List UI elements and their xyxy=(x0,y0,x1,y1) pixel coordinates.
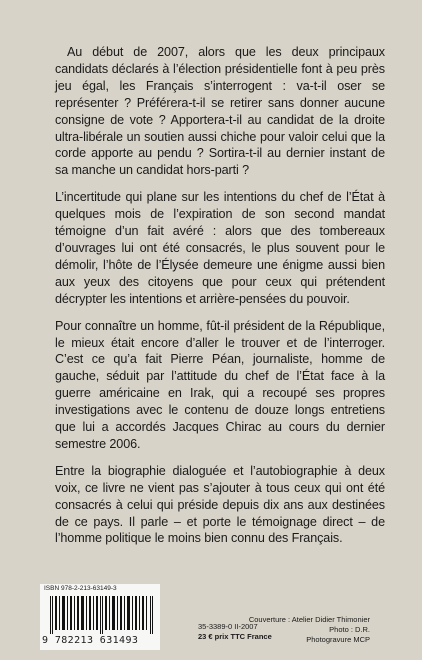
engraving-credit: Photogravure MCP xyxy=(306,635,370,644)
blurb-paragraph-2: L’incertitude qui plane sur les intentions du chef de l’État à quelques mois de l’expiration de son second mandat témoigne d’un fait avéré : alors que des tombereaux d’ouvrages lui ont été consacrés, le plus souvent pour le démolir, l’hôte de l’Élysée demeure une énigme aussi bien aux yeux des citoyens que pour ceux qui prétendent décrypter les intentions et arrière-pensées du pouvoir. xyxy=(55,190,385,306)
blurb-text xyxy=(55,44,385,557)
barcode-icon xyxy=(50,596,154,634)
blurb-paragraph-4: Entre la biographie dialoguée et l’autobiographie à deux voix, ce livre ne vient pas s’ajouter à tous ceux qui ont été consacrés à celui qui préside depuis dix ans aux destinées de ce pays. Il parle – et porte le témoignage direct – de l’homme politique le moins bien connu des Français. xyxy=(55,463,385,546)
price-label: 23 € prix TTC France xyxy=(198,632,272,641)
blurb-paragraph-1: Au début de 2007, alors que les deux principaux candidats déclarés à l’élection présidentielle font à peu près jeu égal, les Français s’interrogent : va-t-il oser se représenter ? Préférera-t-il se retirer sans donner aucune consigne de vote ? Apportera-t-il au candidat de la droite ultra-libérale un soutien aussi chiche pour valoir celui que la corde apporte au pendu ? Sortira-t-il au dernier instant de sa manche un candidat hors-parti ? xyxy=(55,45,385,178)
cover-credit: Couverture : Atelier Didier Thimonier xyxy=(248,615,370,624)
credits-block xyxy=(249,615,370,645)
blurb-paragraph-3: Pour connaître un homme, fût-il président de la République, le mieux était encore d’aller le trouver et de l’interroger. C’est ce qu’a fait Pierre Péan, journaliste, homme de gauche, séduit par l’attitude du chef de l’État face à la guerre américaine en Irak, qui a recoupé ses propres investigations avec le contenu de douze longs entretiens que lui a accordés Jacques Chirac au cours du dernier semestre 2006. xyxy=(55,318,385,451)
photo-credit: Photo : D.R. xyxy=(329,625,370,634)
reference-code: 35-3389-0 II-2007 xyxy=(198,622,258,631)
isbn-label: ISBN 978-2-213-63149-3 xyxy=(44,585,117,592)
ean-number: 9 782213 631493 xyxy=(42,635,139,646)
